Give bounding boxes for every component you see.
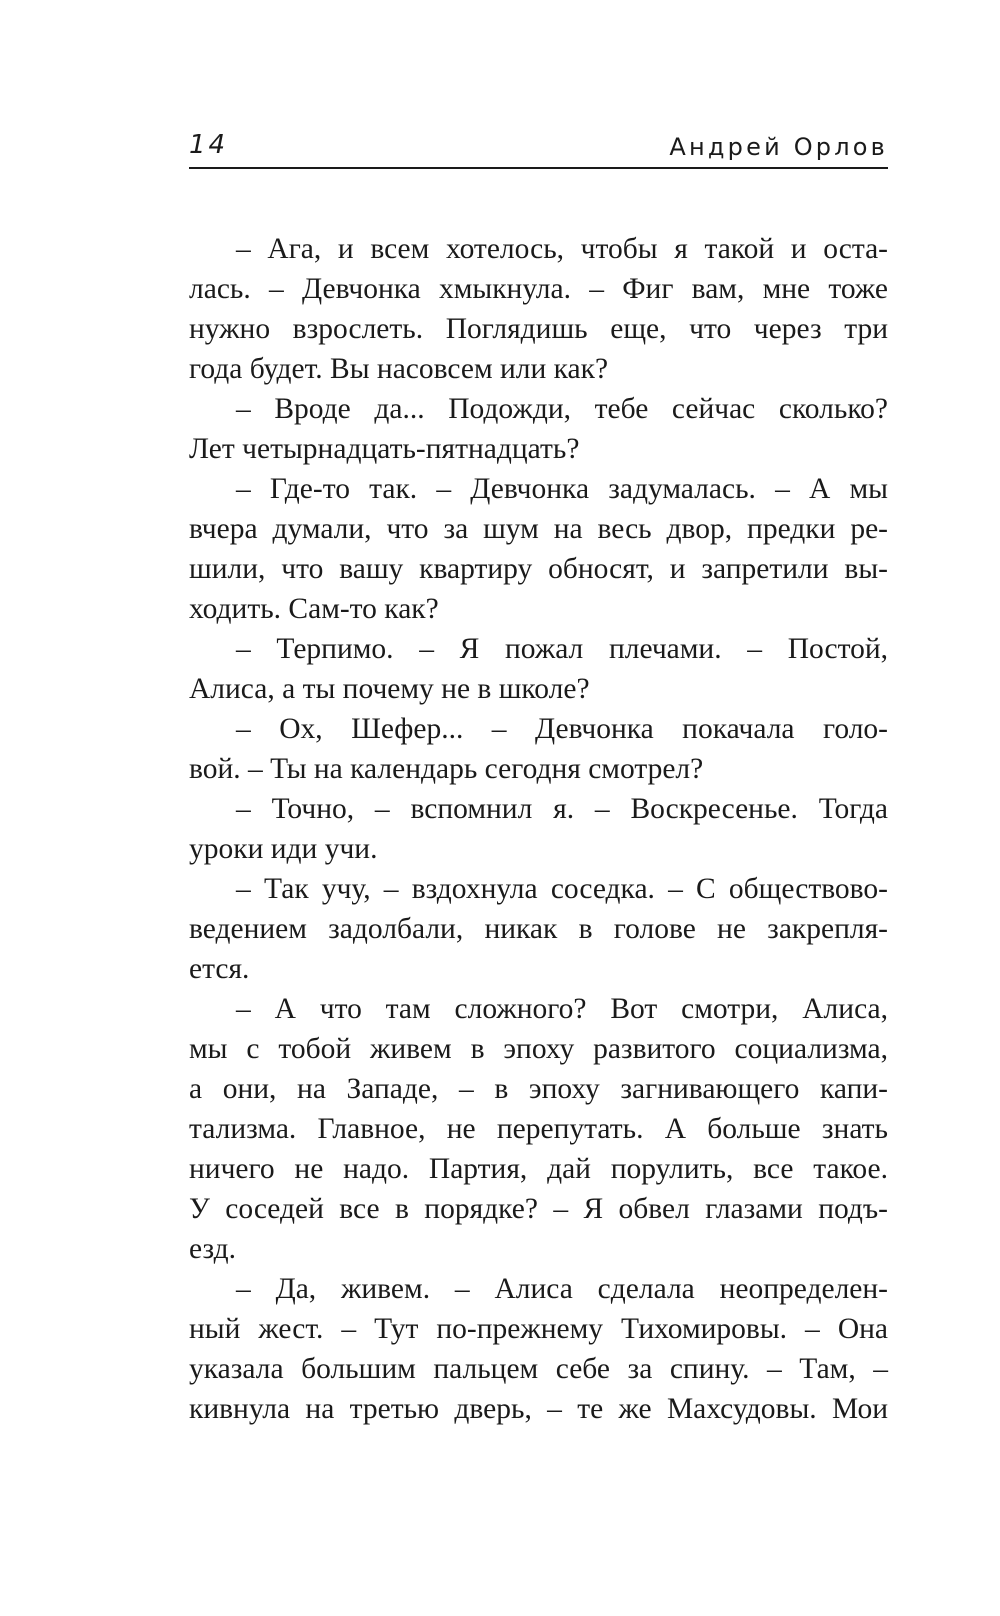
text-line: – Точно, – вспомнил я. – Воскресенье. Тогда [236,793,888,825]
text-line: лась. – Девчонка хмыкнула. – Фиг вам, мне тоже [189,273,888,305]
text-body [189,229,888,1429]
text-line: езд. [189,1233,236,1265]
text-line: указала большим пальцем себе за спину. – Там, – [189,1353,888,1385]
header-rule [189,167,888,169]
text-line: Алиса, а ты почему не в школе? [189,673,590,705]
text-line: вой. – Ты на календарь сегодня смотрел? [189,753,704,785]
running-head-author: Андрей Орлов [669,133,888,161]
text-line: тализма. Главное, не перепутать. А больше знать [189,1113,888,1145]
text-line: – Ох, Шефер... – Девчонка покачала голо- [236,713,888,745]
text-line: уроки иди учи. [189,833,378,865]
text-line: – Где-то так. – Девчонка задумалась. – А мы [236,473,888,505]
text-line: ходить. Сам-то как? [189,593,439,625]
text-line: У соседей все в порядке? – Я обвел глазами подъ- [189,1193,888,1225]
text-line: – Так учу, – вздохнула соседка. – С обществово- [236,873,888,905]
text-line: кивнула на третью дверь, – те же Махсудовы. Мои [189,1393,888,1425]
text-line: – Вроде да... Подожди, тебе сейчас сколько? [236,393,888,425]
text-line: Лет четырнадцать-пятнадцать? [189,433,580,465]
text-line: – А что там сложного? Вот смотри, Алиса, [236,993,888,1025]
page-number: 14 [189,130,229,160]
text-line: мы с тобой живем в эпоху развитого социализма, [189,1033,888,1065]
text-line: а они, на Западе, – в эпоху загнивающего капи- [189,1073,888,1105]
text-line: ведением задолбали, никак в голове не закрепля- [189,913,888,945]
text-line: – Терпимо. – Я пожал плечами. – Постой, [236,633,888,665]
text-line: – Да, живем. – Алиса сделала неопределен- [236,1273,888,1305]
text-line: нужно взрослеть. Поглядишь еще, что через три [189,313,888,345]
text-line: года будет. Вы насовсем или как? [189,353,609,385]
text-line: шили, что вашу квартиру обносят, и запретили вы- [189,553,888,585]
text-line: ный жест. – Тут по-прежнему Тихомировы. – Она [189,1313,888,1345]
text-line: – Ага, и всем хотелось, чтобы я такой и оста- [236,233,888,265]
text-line: ется. [189,953,250,985]
text-line: вчера думали, что за шум на весь двор, предки ре- [189,513,888,545]
text-line: ничего не надо. Партия, дай порулить, все такое. [189,1153,888,1185]
